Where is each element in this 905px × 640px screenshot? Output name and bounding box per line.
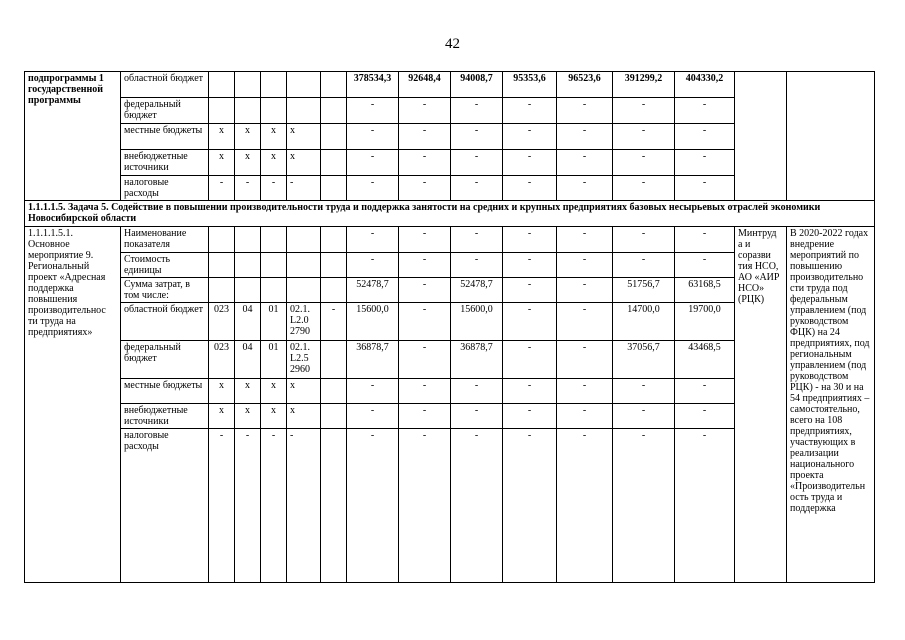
code-cell [321, 98, 347, 124]
value-cell: - [613, 98, 675, 124]
code-cell [321, 429, 347, 583]
code-cell: х [235, 379, 261, 404]
value-cell: - [503, 98, 557, 124]
value-cell: - [675, 227, 735, 253]
row-label: федеральный бюджет [121, 341, 209, 379]
value-cell: - [675, 98, 735, 124]
value-cell: - [451, 176, 503, 201]
value-cell: - [613, 124, 675, 150]
table-row [25, 227, 875, 253]
code-cell [261, 98, 287, 124]
row-label: федеральный бюджет [121, 98, 209, 124]
value-cell: - [557, 150, 613, 176]
value-cell: - [347, 379, 399, 404]
code-cell: - [321, 303, 347, 341]
code-cell [287, 278, 321, 303]
value-cell: 14700,0 [613, 303, 675, 341]
code-cell: х [235, 124, 261, 150]
code-cell: х [287, 379, 321, 404]
value-cell: - [557, 176, 613, 201]
row-label: Сумма затрат, в том числе: [121, 278, 209, 303]
value-cell: - [557, 253, 613, 278]
value-cell: - [399, 150, 451, 176]
value-cell: - [613, 379, 675, 404]
value-cell: 391299,2 [613, 72, 675, 98]
row-label: внебюджетные источники [121, 404, 209, 429]
value-cell: - [347, 227, 399, 253]
value-cell: - [451, 404, 503, 429]
value-cell: - [399, 98, 451, 124]
code-cell: х [235, 150, 261, 176]
code-cell: 023 [209, 303, 235, 341]
value-cell: 378534,3 [347, 72, 399, 98]
value-cell: - [399, 429, 451, 583]
task-row [25, 201, 875, 227]
executor-cell: Минтруд а и соразви тия НСО, АО «АИР НСО» (РЦК) [735, 227, 787, 583]
value-cell: 43468,5 [675, 341, 735, 379]
code-cell [235, 72, 261, 98]
value-cell: 37056,7 [613, 341, 675, 379]
code-cell [321, 227, 347, 253]
code-cell [321, 176, 347, 201]
value-cell: - [613, 150, 675, 176]
result-cell [787, 72, 875, 201]
value-cell: - [557, 429, 613, 583]
code-cell: х [287, 404, 321, 429]
value-cell: 92648,4 [399, 72, 451, 98]
value-cell: - [675, 429, 735, 583]
row-label: налоговые расходы [121, 429, 209, 583]
row-label: областной бюджет [121, 303, 209, 341]
code-cell: х [287, 124, 321, 150]
code-cell [209, 253, 235, 278]
code-cell: - [287, 176, 321, 201]
code-cell: - [209, 429, 235, 583]
executor-cell [735, 72, 787, 201]
value-cell: 63168,5 [675, 278, 735, 303]
value-cell: - [347, 253, 399, 278]
value-cell: - [503, 227, 557, 253]
value-cell: - [451, 124, 503, 150]
code-cell [209, 72, 235, 98]
value-cell: - [675, 404, 735, 429]
code-cell: 01 [261, 341, 287, 379]
code-cell [287, 227, 321, 253]
code-cell: 02.1. L2.0 2790 [287, 303, 321, 341]
code-cell: 02.1. L2.5 2960 [287, 341, 321, 379]
code-cell [209, 278, 235, 303]
code-cell: - [287, 429, 321, 583]
code-cell [209, 98, 235, 124]
code-cell: - [261, 176, 287, 201]
code-cell [287, 98, 321, 124]
value-cell: 52478,7 [451, 278, 503, 303]
code-cell [321, 341, 347, 379]
value-cell: - [451, 227, 503, 253]
value-cell: - [503, 429, 557, 583]
value-cell: 15600,0 [347, 303, 399, 341]
value-cell: - [557, 341, 613, 379]
row-label: Наименование показателя [121, 227, 209, 253]
value-cell: - [503, 303, 557, 341]
value-cell: - [347, 124, 399, 150]
value-cell: - [399, 404, 451, 429]
value-cell: - [557, 379, 613, 404]
value-cell: - [347, 150, 399, 176]
value-cell: - [399, 124, 451, 150]
code-cell: х [261, 404, 287, 429]
page-number: 42 [445, 36, 460, 52]
code-cell [321, 379, 347, 404]
value-cell: - [503, 278, 557, 303]
value-cell: - [675, 253, 735, 278]
row-label: внебюджетные источники [121, 150, 209, 176]
activity-subtitle: Региональный проект «Адресная поддержка повышения производительнос ти труда на предприятиях» [28, 261, 106, 338]
code-cell: 04 [235, 303, 261, 341]
value-cell: - [613, 227, 675, 253]
code-cell [287, 253, 321, 278]
activity-title: Основное мероприятие 9. [28, 239, 94, 261]
code-cell: - [209, 176, 235, 201]
value-cell: - [557, 278, 613, 303]
value-cell: - [347, 404, 399, 429]
code-cell: х [261, 150, 287, 176]
value-cell: - [451, 253, 503, 278]
code-cell: х [261, 379, 287, 404]
code-cell: 023 [209, 341, 235, 379]
value-cell: - [503, 150, 557, 176]
value-cell: - [399, 253, 451, 278]
code-cell: х [287, 150, 321, 176]
value-cell: - [613, 253, 675, 278]
value-cell: - [613, 176, 675, 201]
code-cell [261, 72, 287, 98]
value-cell: - [675, 124, 735, 150]
code-cell [261, 253, 287, 278]
value-cell: - [451, 98, 503, 124]
row-label: областной бюджет [121, 72, 209, 98]
code-cell [321, 150, 347, 176]
value-cell: - [557, 124, 613, 150]
code-cell: - [235, 429, 261, 583]
value-cell: 51756,7 [613, 278, 675, 303]
value-cell: - [399, 227, 451, 253]
value-cell: - [557, 98, 613, 124]
value-cell: - [557, 227, 613, 253]
budget-table [24, 71, 875, 583]
value-cell: 15600,0 [451, 303, 503, 341]
value-cell: 95353,6 [503, 72, 557, 98]
value-cell: - [451, 429, 503, 583]
code-cell: х [261, 124, 287, 150]
value-cell: - [451, 379, 503, 404]
value-cell: - [347, 176, 399, 201]
value-cell: 94008,7 [451, 72, 503, 98]
code-cell [261, 227, 287, 253]
row-label: налоговые расходы [121, 176, 209, 201]
code-cell [235, 253, 261, 278]
value-cell: - [347, 98, 399, 124]
code-cell: х [235, 404, 261, 429]
result-cell: В 2020-2022 годах внедрение мероприятий по повышению производительно сти труда под федеральным управлением (под руководством ФЦК) на 24 предприятиях, под региональным управлением (под руководством РЦК) - на 30 и на 54 предприятиях –самостоятельно, всего на 108 предприятиях, участвующих в реализации национального проекта «Производительн ость труда и поддержка [787, 227, 875, 583]
value-cell: - [399, 379, 451, 404]
value-cell: - [399, 278, 451, 303]
code-cell [235, 227, 261, 253]
value-cell: 96523,6 [557, 72, 613, 98]
value-cell: - [399, 176, 451, 201]
value-cell: 19700,0 [675, 303, 735, 341]
code-cell: - [261, 429, 287, 583]
value-cell: - [675, 150, 735, 176]
task-title: 1.1.1.1.5. Задача 5. Содействие в повышении производительности труда и поддержка занятости на средних и крупных предприятиях базовых несырьевых отраслей экономики Новосибирской области [25, 201, 875, 227]
row-label: местные бюджеты [121, 124, 209, 150]
value-cell: - [557, 303, 613, 341]
value-cell: - [399, 303, 451, 341]
code-cell [321, 124, 347, 150]
row-label: местные бюджеты [121, 379, 209, 404]
code-cell [287, 72, 321, 98]
table-row [25, 72, 875, 98]
code-cell [321, 278, 347, 303]
code-cell: х [209, 379, 235, 404]
activity-number: 1.1.1.1.5.1. [28, 228, 73, 239]
value-cell: - [557, 404, 613, 429]
value-cell: - [503, 379, 557, 404]
value-cell: - [503, 253, 557, 278]
value-cell: - [347, 429, 399, 583]
code-cell [321, 72, 347, 98]
value-cell: - [503, 341, 557, 379]
value-cell: - [503, 124, 557, 150]
code-cell: 04 [235, 341, 261, 379]
code-cell [235, 278, 261, 303]
code-cell [261, 278, 287, 303]
code-cell: х [209, 150, 235, 176]
code-cell: х [209, 404, 235, 429]
value-cell: - [451, 150, 503, 176]
subprogram-label: подпрограммы 1 государственной программы [25, 72, 121, 201]
value-cell: - [503, 404, 557, 429]
value-cell: - [503, 176, 557, 201]
value-cell: 404330,2 [675, 72, 735, 98]
value-cell: 36878,7 [347, 341, 399, 379]
value-cell: - [675, 176, 735, 201]
value-cell: - [613, 429, 675, 583]
value-cell: - [675, 379, 735, 404]
code-cell: 01 [261, 303, 287, 341]
code-cell: х [209, 124, 235, 150]
code-cell [321, 404, 347, 429]
row-label: Стоимость единицы [121, 253, 209, 278]
code-cell: - [235, 176, 261, 201]
value-cell: 36878,7 [451, 341, 503, 379]
activity-cell [25, 227, 121, 583]
value-cell: - [613, 404, 675, 429]
code-cell [235, 98, 261, 124]
code-cell [209, 227, 235, 253]
code-cell [321, 253, 347, 278]
value-cell: 52478,7 [347, 278, 399, 303]
value-cell: - [399, 341, 451, 379]
